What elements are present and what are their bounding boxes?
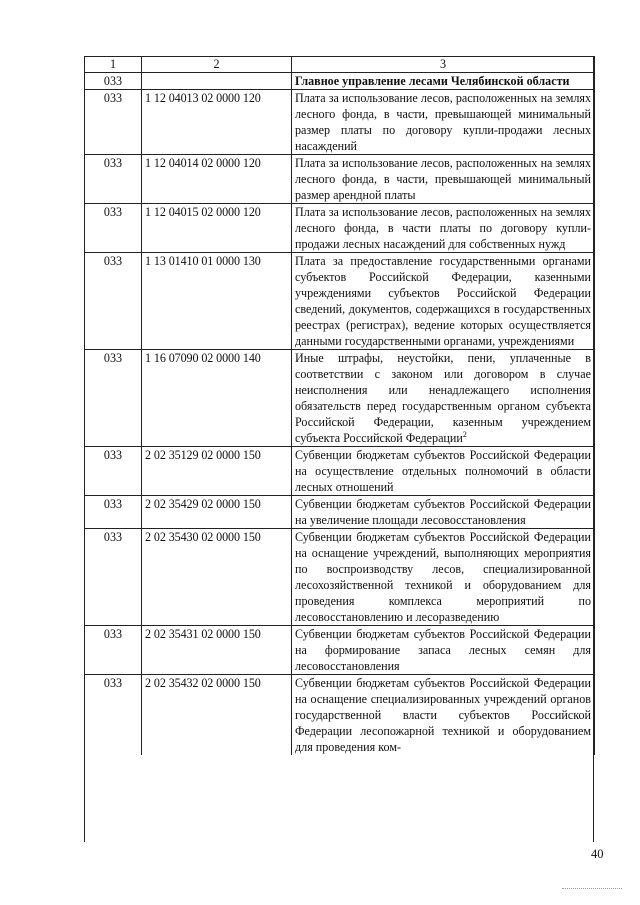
description-cell [292, 73, 595, 90]
description-cell [292, 350, 595, 447]
table-row [85, 204, 595, 253]
admin-code-cell: 033 [85, 204, 142, 253]
description-cell [292, 675, 595, 756]
column-header-1: 1 [85, 57, 142, 73]
admin-code-cell: 033 [85, 90, 142, 155]
admin-code-cell: 033 [85, 253, 142, 350]
page-number: 40 [591, 847, 604, 861]
description-cell [292, 90, 595, 155]
description-text: Субвенции бюджетам субъектов Российской Федерации на формирование запаса лесных семян для лесовосстановления [295, 627, 591, 673]
table-row [85, 496, 595, 529]
description-cell [292, 626, 595, 675]
table-row [85, 90, 595, 155]
description-text: Субвенции бюджетам субъектов Российской Федерации на увеличение площади лесовосстановления [295, 497, 591, 527]
description-text: Субвенции бюджетам субъектов Российской Федерации на оснащение учреждений, выполняющих мероприятия по воспроизводству лесов, специализированной лесохозяйственной техникой и оборудованием для проведения комплекса мероприятий по лесовосстановлению и лесоразведению [295, 530, 591, 624]
budget-code-cell: 2 02 35430 02 0000 150 [142, 529, 292, 626]
footnote-mark: 2 [462, 429, 467, 439]
description-cell [292, 155, 595, 204]
table-row [85, 529, 595, 626]
budget-code-cell: 2 02 35429 02 0000 150 [142, 496, 292, 529]
admin-code-cell: 033 [85, 350, 142, 447]
description-cell [292, 204, 595, 253]
column-header-3: 3 [292, 57, 595, 73]
admin-code-cell: 033 [85, 626, 142, 675]
description-cell [292, 253, 595, 350]
description-cell [292, 529, 595, 626]
admin-code-cell: 033 [85, 496, 142, 529]
footer-line [562, 888, 622, 889]
description-text: Плата за предоставление государственными органами субъектов Российской Федерации, казенными учреждениями субъектов Российской Федерации сведений, документов, содержащихся в государственных реестрах (регистрах), ведение которых осуществляется данными государственными органами, учреждениями [295, 254, 591, 348]
table-row [85, 155, 595, 204]
admin-code-cell: 033 [85, 447, 142, 496]
description-text: Субвенции бюджетам субъектов Российской Федерации на осуществление отдельных полномочий в области лесных отношений [295, 448, 591, 494]
description-text: Плата за использование лесов, расположенных на землях лесного фонда, в части платы по договору купли-продажи лесных насаждений для собственных нужд [295, 205, 591, 251]
table-row [85, 675, 595, 756]
description-text: Иные штрафы, неустойки, пени, уплаченные в соответствии с законом или договором в случае неисполнения или ненадлежащего исполнения обязательств перед государственным органом субъекта Российской Федерации, казенным учреждением субъекта Российской Федерации [295, 351, 591, 445]
description-cell [292, 447, 595, 496]
description-text: Субвенции бюджетам субъектов Российской Федерации на оснащение специализированных учреждений органов государственной власти субъектов Российской Федерации лесопожарной техникой и оборудованием для проведения ком- [295, 676, 591, 754]
table-row [85, 447, 595, 496]
table-row [85, 73, 595, 90]
column-header-2: 2 [142, 57, 292, 73]
description-text: Плата за использование лесов, расположенных на землях лесного фонда, в части, превышающей минимальный размер платы по договору купли-продажи лесных насаждений [295, 91, 591, 153]
budget-code-cell: 2 02 35129 02 0000 150 [142, 447, 292, 496]
description-text: Главное управление лесами Челябинской области [295, 74, 570, 88]
admin-code-cell: 033 [85, 675, 142, 756]
budget-code-cell: 1 12 04013 02 0000 120 [142, 90, 292, 155]
budget-code-cell: 1 16 07090 02 0000 140 [142, 350, 292, 447]
admin-code-cell: 033 [85, 73, 142, 90]
revenue-codes-table [84, 56, 595, 755]
budget-code-cell: 2 02 35432 02 0000 150 [142, 675, 292, 756]
budget-code-cell: 1 13 01410 01 0000 130 [142, 253, 292, 350]
description-text: Плата за использование лесов, расположенных на землях лесного фонда, в части, превышающей минимальный размер арендной платы [295, 156, 591, 202]
table-row [85, 253, 595, 350]
table-header-row [85, 57, 595, 73]
budget-code-cell [142, 73, 292, 90]
table-row [85, 350, 595, 447]
budget-code-cell: 1 12 04015 02 0000 120 [142, 204, 292, 253]
budget-code-cell: 2 02 35431 02 0000 150 [142, 626, 292, 675]
description-cell [292, 496, 595, 529]
budget-code-cell: 1 12 04014 02 0000 120 [142, 155, 292, 204]
admin-code-cell: 033 [85, 155, 142, 204]
admin-code-cell: 033 [85, 529, 142, 626]
table-row [85, 626, 595, 675]
